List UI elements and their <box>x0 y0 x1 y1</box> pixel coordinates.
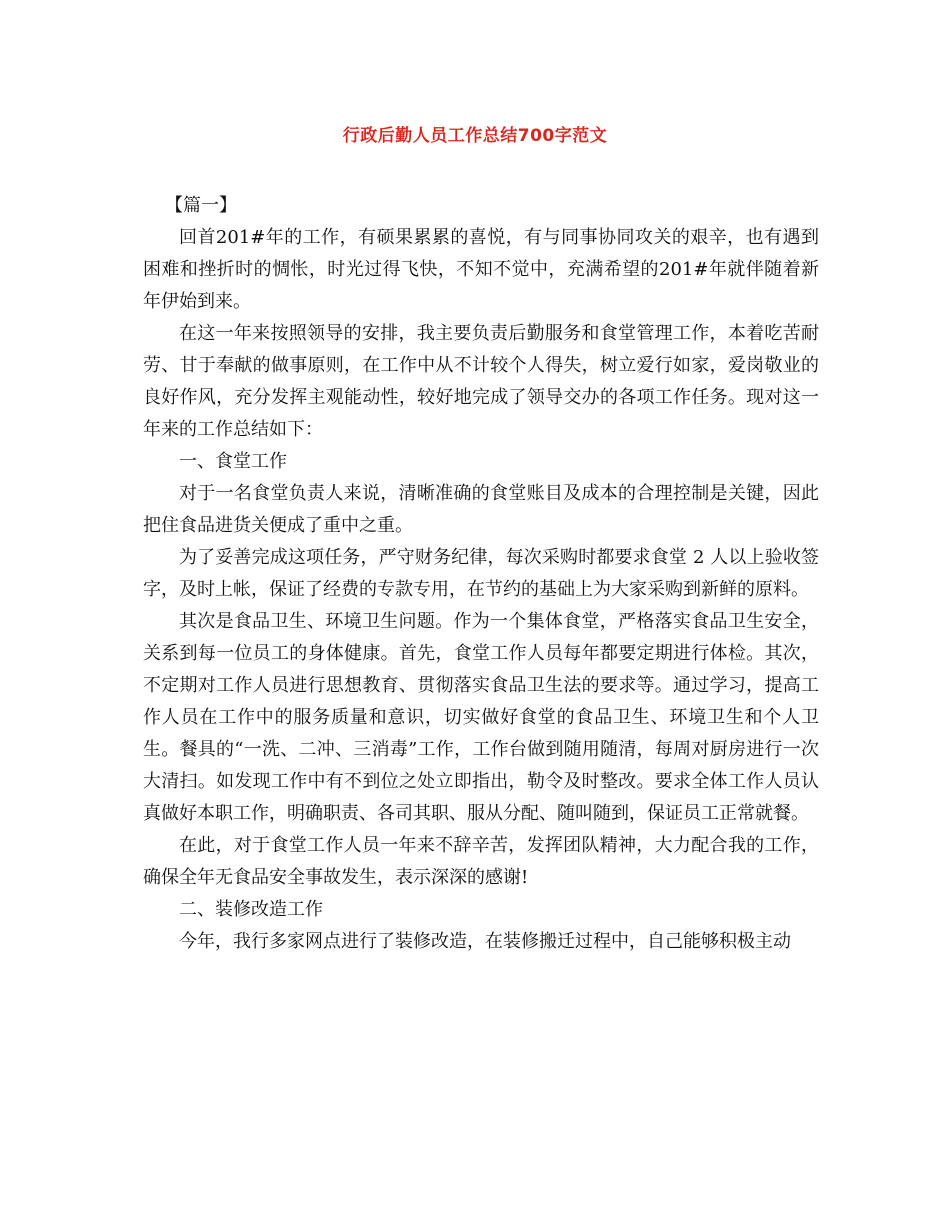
paragraph-thanks: 在此，对于食堂工作人员一年来不辞辛苦，发挥团队精神，大力配合我的工作，确保全年无食品安全事故发生，表示深深的感谢! <box>143 835 819 888</box>
heading-canteen-work: 一、食堂工作 <box>179 451 287 472</box>
paragraph-hygiene: 其次是食品卫生、环境卫生问题。作为一个集体食堂，严格落实食品卫生安全，关系到每一位员工的身体健康。首先，食堂工作人员每年都要定期进行体检。其次，不定期对工作人员进行思想教育、贯彻落实食品卫生法的要求等。通过学习，提高工作人员在工作中的服务质量和意识，切实做好食堂的食品卫生、环境卫生和个人卫生。餐具的“一洗、二冲、三消毒”工作，工作台做到随用随清，每周对厨房进行一次大清扫。如发现工作中有不到位之处立即指出，勒令及时整改。要求全体工作人员认真做好本职工作，明确职责、各司其职、服从分配、随叫随到，保证员工正常就餐。 <box>143 611 819 824</box>
paragraph-renovation: 今年，我行多家网点进行了装修改造，在装修搬迁过程中，自己能够积极主动 <box>179 931 791 952</box>
paragraph-canteen-accounts: 对于一名食堂负责人来说，清晰准确的食堂账目及成本的合理控制是关键，因此把住食品进货关便成了重中之重。 <box>143 483 819 536</box>
paragraph-purchasing: 为了妥善完成这项任务，严守财务纪律，每次采购时都要求食堂 2 人以上验收签字，及时上帐，保证了经费的专款专用，在节约的基础上为大家采购到新鲜的原料。 <box>143 547 819 600</box>
paragraph-overview: 在这一年来按照领导的安排，我主要负责后勤服务和食堂管理工作，本着吃苦耐劳、甘于奉献的做事原则，在工作中从不计较个人得失，树立爱行如家，爱岗敬业的良好作风，充分发挥主观能动性，较好地完成了领导交办的各项工作任务。现对这一年来的工作总结如下： <box>143 323 819 440</box>
heading-renovation-work: 二、装修改造工作 <box>179 899 323 920</box>
document-body <box>143 190 819 958</box>
section-marker: 【篇一】 <box>165 195 237 216</box>
paragraph-intro: 回首201#年的工作，有硕果累累的喜悦，有与同事协同攻关的艰辛，也有遇到困难和挫折时的惆怅，时光过得飞快，不知不觉中，充满希望的201#年就伴随着新年伊始到来。 <box>143 227 819 312</box>
document-title: 行政后勤人员工作总结700字范文 <box>342 126 608 146</box>
